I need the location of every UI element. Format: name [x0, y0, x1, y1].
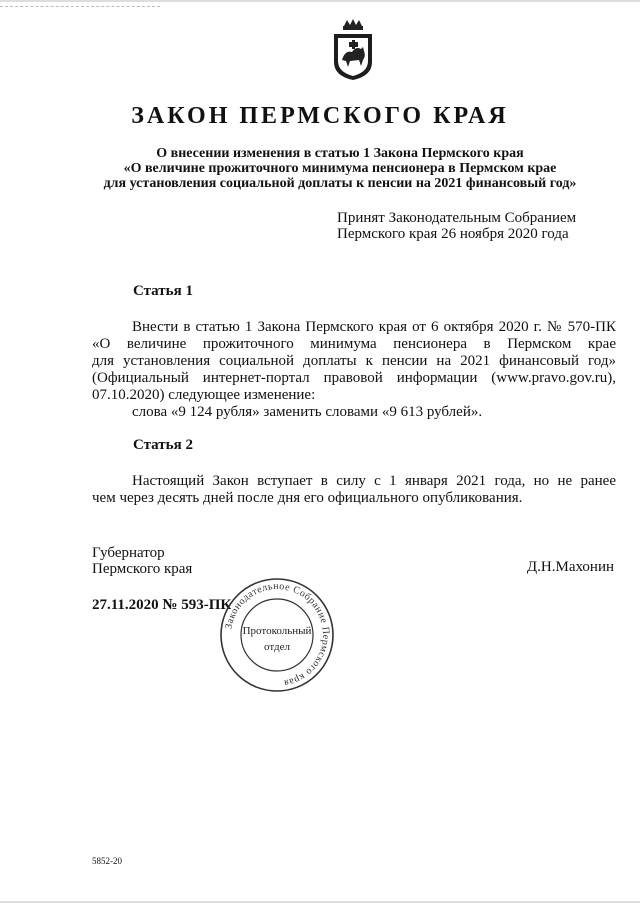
article-2-heading: Статья 2 [133, 437, 193, 453]
article-line: Внести в статью 1 Закона Пермского края от 6 октября 2020 г. № 570-ПК [132, 319, 616, 335]
perm-coat-of-arms-icon [330, 16, 376, 82]
footer-code: 5852-20 [92, 856, 122, 866]
subtitle-line: «О величине прожиточного минимума пенсионера в Пермском крае [123, 161, 557, 176]
scan-top-dash [0, 6, 160, 7]
subtitle-line: О внесении изменения в статью 1 Закона Пермского края [156, 146, 524, 161]
adoption-note [337, 210, 576, 242]
protocol-dept-stamp [218, 576, 336, 694]
position-line: Губернатор [92, 545, 165, 561]
signatory-name: Д.Н.Махонин [526, 559, 614, 575]
subtitle-line: для установления социальной доплаты к пенсии на 2021 финансовый год» [103, 176, 577, 191]
article-line: (Официальный интернет-портал правовой информации (www.pravo.gov.ru), [92, 370, 616, 386]
law-date-number: 27.11.2020 № 593-ПК [92, 597, 232, 613]
adoption-line: Принят Законодательным Собранием [337, 210, 577, 226]
signatory-position [92, 545, 192, 577]
stamp-center-line: Протокольный [242, 625, 312, 637]
article-line: Настоящий Закон вступает в силу с 1 января 2021 года, но не ранее [132, 473, 616, 489]
law-title: ЗАКОН ПЕРМСКОГО КРАЯ [131, 103, 509, 129]
article-line: «О величине прожиточного минимума пенсионера в Пермском крае [92, 336, 616, 352]
article-1-text [92, 319, 616, 421]
stamp-ring-text: Законодательное Собрание Пермского края [223, 580, 332, 689]
article-line: чем через десять дней после дня его официального опубликования. [92, 490, 523, 506]
article-line: 07.10.2020) следующее изменение: [92, 387, 316, 403]
article-line: для установления социальной доплаты к пенсии на 2021 финансовый год» [92, 353, 616, 369]
position-line: Пермского края [92, 561, 193, 577]
adoption-line: Пермского края 26 ноября 2020 года [337, 226, 569, 242]
scan-bottom-edge [0, 901, 640, 903]
article-2-text [92, 473, 616, 507]
law-subtitle [60, 146, 620, 191]
scan-top-edge [0, 0, 640, 2]
article-1-heading: Статья 1 [133, 283, 193, 299]
article-change: слова «9 124 рубля» заменить словами «9 613 рублей». [132, 404, 483, 420]
stamp-center-line: отдел [264, 641, 290, 653]
